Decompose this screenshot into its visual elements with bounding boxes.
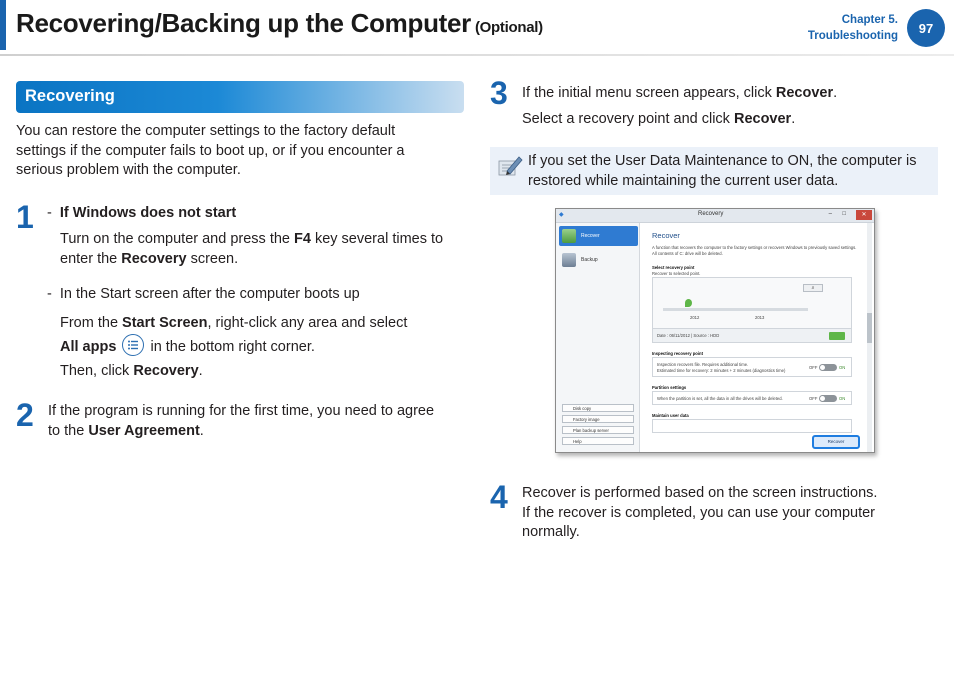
- recover-description: A function that recovers the computer to the factory settings or recovers Windows to previously saved settings.: [652, 245, 857, 250]
- maintain-label: Maintain user data: [652, 413, 689, 418]
- toggle-off-label: OFF: [809, 365, 818, 370]
- step-number: 3: [490, 75, 508, 111]
- toggle-on-label: ON: [839, 365, 846, 370]
- partition-desc: When the partition is set, all the data in all the drives will be deleted.: [657, 396, 783, 401]
- inspect-toggle[interactable]: [819, 364, 837, 371]
- app-icon: ◆: [559, 212, 564, 218]
- intro-paragraph: [16, 122, 464, 181]
- step4-line: normally.: [522, 524, 580, 540]
- partition-toggle[interactable]: [819, 395, 837, 402]
- recovery-point-select-icon[interactable]: [829, 332, 845, 340]
- step4-line: Recover is performed based on the screen instructions.: [522, 485, 878, 501]
- step3-text: [522, 80, 942, 132]
- step1-instructions: [60, 230, 470, 269]
- alt-line: Then, click Recovery.: [60, 363, 203, 379]
- window-title: Recovery: [698, 211, 724, 217]
- recovery-point-marker-icon[interactable]: [685, 299, 692, 307]
- alt-line: All apps in the bottom right corner.: [60, 335, 470, 359]
- inspect-desc: Inspection recovers file. Requires additional time.: [657, 362, 749, 367]
- step-number: 4: [490, 479, 508, 515]
- intro-line: You can restore the computer settings to the factory default: [16, 123, 396, 139]
- intro-line: serious problem with the computer.: [16, 162, 241, 178]
- maximize-icon[interactable]: □: [842, 211, 846, 217]
- note-line: restored while maintaining the current user data.: [528, 172, 839, 189]
- page-title: [16, 8, 543, 39]
- recover-description: All contents of C: drive will be deleted.: [652, 251, 723, 256]
- inspect-desc: Estimated time for recovery: 2 minutes + 2 minutes (diagnostics time): [657, 368, 786, 373]
- toggle-off-label: OFF: [809, 396, 818, 401]
- sidebar-item-backup[interactable]: [559, 250, 638, 270]
- tool-plan-backup-server[interactable]: Plan backup server: [562, 426, 634, 434]
- step4-line: If the recover is completed, you can use your computer: [522, 504, 876, 521]
- screenshot-scrollbar[interactable]: [867, 223, 872, 453]
- select-point-sub: Recover to selected point.: [652, 271, 701, 276]
- note-pencil-icon: [497, 153, 523, 184]
- zoom-icon[interactable]: ⌕: [803, 284, 823, 292]
- timeline-year: 2013: [755, 315, 765, 320]
- recover-button[interactable]: Recover: [812, 435, 860, 449]
- intro-line: settings if the computer fails to boot up, or if you encounter a: [16, 142, 405, 159]
- inspect-label: Inspecting recovery point: [652, 351, 703, 356]
- step2-line: If the program is running for the first time, you need to agree: [48, 403, 435, 419]
- note-line: If you set the User Data Maintenance to ON, the computer is: [528, 153, 917, 169]
- sidebar-item-label: Recover: [581, 233, 600, 239]
- step-number: 2: [16, 397, 34, 433]
- step1-line: enter the Recovery screen.: [60, 250, 239, 267]
- bullet-dash: -: [47, 205, 52, 221]
- toggle-on-label: ON: [839, 396, 846, 401]
- timeline-track[interactable]: [663, 308, 808, 311]
- section-heading: Recovering: [16, 81, 464, 113]
- step1-alt-intro: [47, 285, 360, 305]
- recovery-main-panel: [642, 223, 874, 453]
- tool-help[interactable]: Help: [562, 437, 634, 445]
- chapter-label: [808, 12, 898, 44]
- partition-panel: [652, 391, 852, 405]
- step2-text: [48, 402, 468, 441]
- timeline-year: 2012: [690, 315, 700, 320]
- step1-line: Turn on the computer and press the F4 key several times to: [60, 231, 444, 247]
- step3-line: If the initial menu screen appears, click Recover.: [522, 85, 838, 101]
- step1-heading: [47, 204, 236, 224]
- header-accent-bar: [0, 0, 6, 50]
- step1-alt-instructions: [60, 311, 470, 383]
- alt-line: From the Start Screen, right-click any area and select: [60, 315, 408, 331]
- tool-disk-copy[interactable]: Disk copy: [562, 404, 634, 412]
- step-number: 1: [16, 199, 34, 235]
- select-point-label: Select recovery point: [652, 265, 695, 270]
- window-titlebar: [556, 209, 874, 223]
- all-apps-icon: [122, 334, 144, 356]
- recovery-point-info: [653, 328, 851, 342]
- step4-text: [522, 484, 942, 543]
- sidebar-item-recover[interactable]: [559, 226, 638, 246]
- recovery-point-date: Date : 06/11/2012 | Source : HDD: [657, 333, 720, 338]
- chapter-number: Chapter 5.: [841, 14, 898, 26]
- maintain-panel: [652, 419, 852, 433]
- recovery-app-screenshot: [555, 208, 875, 453]
- minimize-icon[interactable]: –: [828, 211, 832, 217]
- recovery-point-timeline[interactable]: [652, 277, 852, 343]
- page-title-text: Recovering/Backing up the Computer: [16, 8, 471, 38]
- page-number-badge: 97: [907, 9, 945, 47]
- backup-icon: [562, 253, 576, 267]
- partition-label: Partition settings: [652, 385, 687, 390]
- note-text: [528, 152, 938, 191]
- step2-line: to the User Agreement.: [48, 422, 204, 439]
- alt-intro-text: In the Start screen after the computer boots up: [59, 286, 360, 302]
- header-divider: [0, 54, 954, 56]
- tool-factory-image[interactable]: Factory image: [562, 415, 634, 423]
- inspect-panel: [652, 357, 852, 377]
- chapter-name: Troubleshooting: [807, 30, 898, 42]
- close-icon[interactable]: ✕: [856, 210, 872, 220]
- page-title-suffix: (Optional): [474, 19, 543, 36]
- step1-heading-text: If Windows does not start: [59, 205, 237, 221]
- recover-icon: [562, 229, 576, 243]
- sidebar-item-label: Backup: [581, 257, 598, 263]
- bullet-dash: -: [47, 286, 52, 302]
- recover-title: Recover: [652, 231, 680, 240]
- step3-line: Select a recovery point and click Recover.: [522, 111, 796, 127]
- recovery-sidebar: [556, 223, 640, 453]
